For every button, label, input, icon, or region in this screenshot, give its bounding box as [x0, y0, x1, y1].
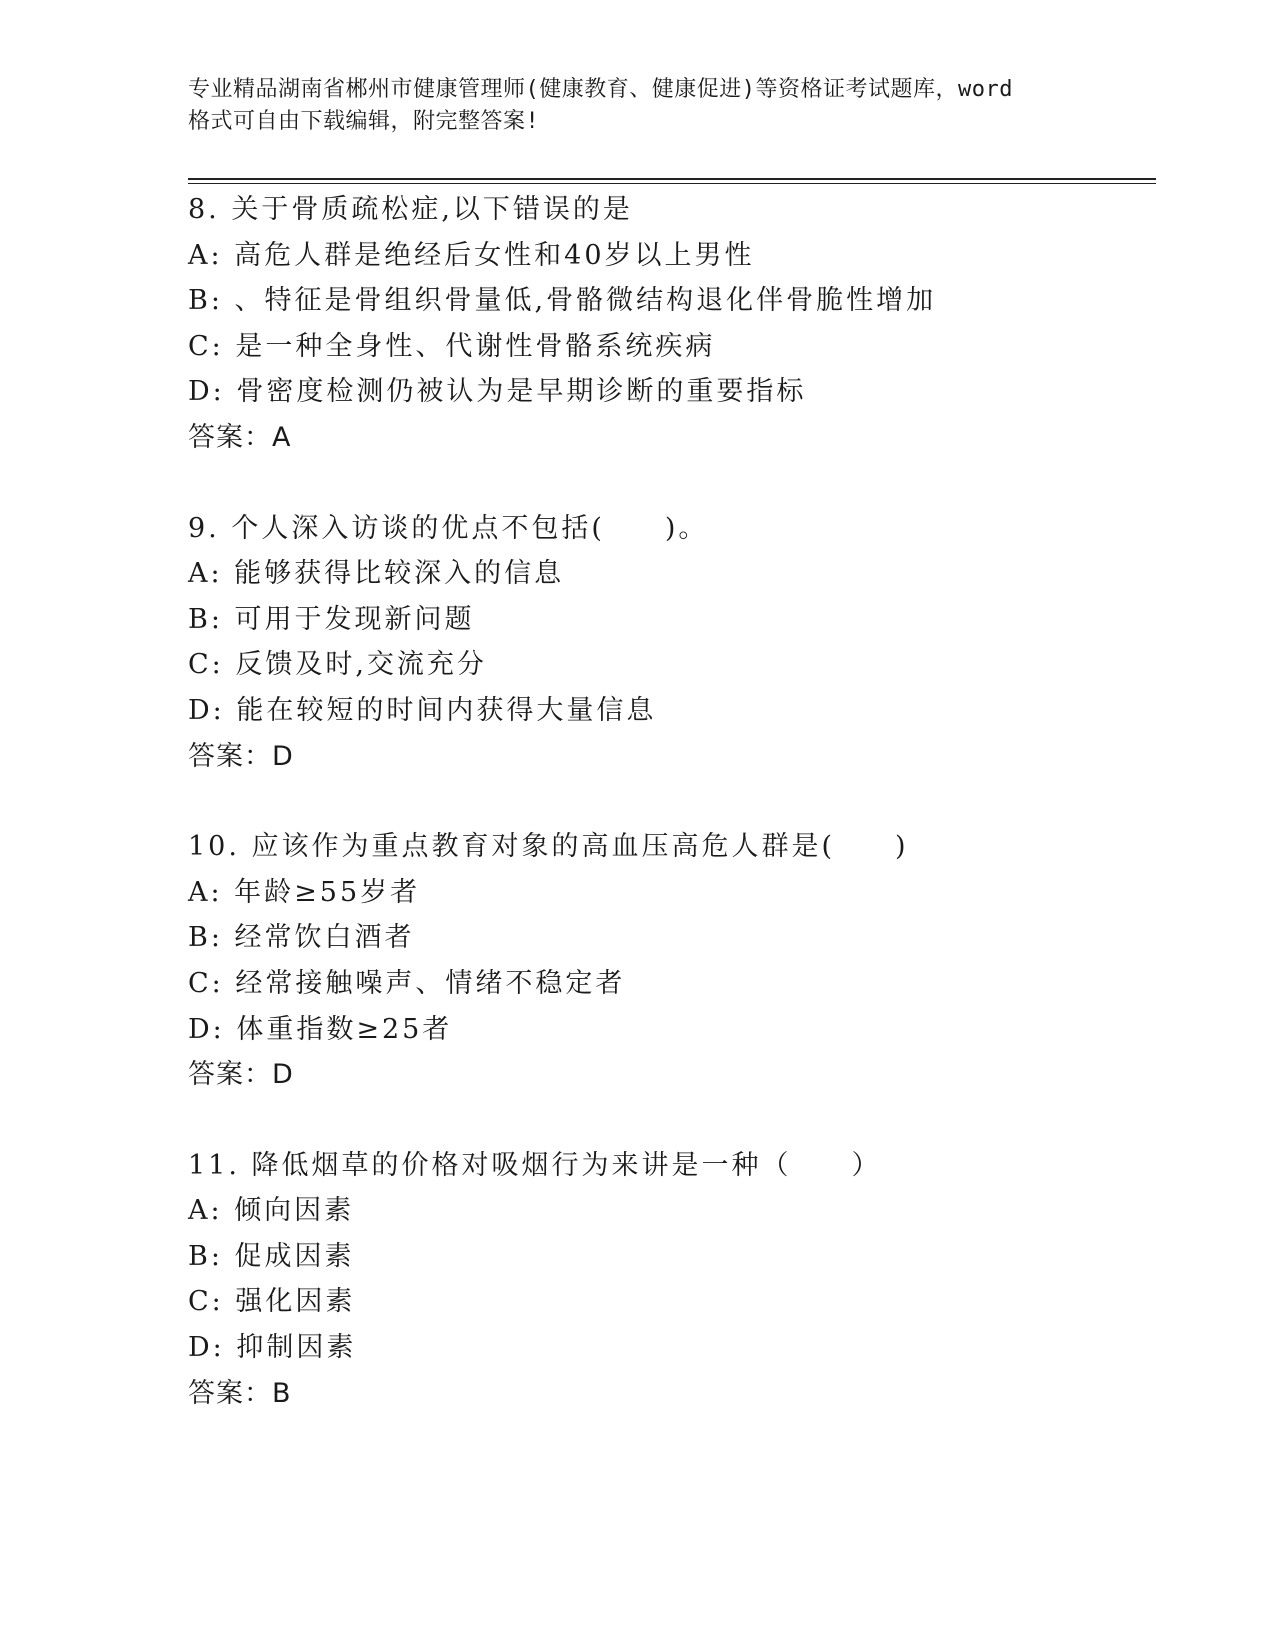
option-c: C: 是一种全身性、代谢性骨骼系统疾病 [188, 330, 716, 362]
option-d: D: 骨密度检测仍被认为是早期诊断的重要指标 [188, 376, 807, 408]
option-c: C: 经常接触噪声、情绪不稳定者 [188, 967, 626, 999]
option-d: D: 能在较短的时间内获得大量信息 [188, 694, 657, 726]
answer-line: 答案：D [188, 740, 294, 772]
header-line-2: 格式可自由下载编辑，附完整答案! [188, 109, 540, 134]
option-b: B: 可用于发现新问题 [188, 603, 475, 635]
question-stem: 11. 降低烟草的价格对吸烟行为来讲是一种（ ） [188, 1149, 882, 1181]
option-a: A: 年龄≥55岁者 [188, 876, 421, 908]
question-stem: 9. 个人深入访谈的优点不包括( )。 [188, 512, 709, 544]
option-d: D: 体重指数≥25者 [188, 1013, 453, 1045]
header-divider-thin [188, 183, 1156, 184]
answer-line: 答案：B [188, 1377, 292, 1409]
answer-line: 答案：D [188, 1059, 294, 1091]
option-c: C: 反馈及时,交流充分 [188, 649, 487, 681]
header-line-1: 专业精品湖南省郴州市健康管理师(健康教育、健康促进)等资格证考试题库，word [188, 77, 1013, 102]
option-a: A: 倾向因素 [188, 1195, 355, 1227]
question-stem: 10. 应该作为重点教育对象的高血压高危人群是( ) [188, 831, 909, 863]
option-a: A: 高危人群是绝经后女性和40岁以上男性 [188, 239, 755, 271]
document-header-note [188, 74, 1108, 138]
answer-line: 答案：A [188, 421, 292, 453]
option-b: B: 、特征是骨组织骨量低,骨骼微结构退化伴骨脆性增加 [188, 285, 937, 317]
option-a: A: 能够获得比较深入的信息 [188, 558, 565, 590]
option-b: B: 促成因素 [188, 1240, 355, 1272]
question-list [188, 187, 1156, 1461]
question-9 [188, 506, 1156, 780]
header-divider-thick [188, 178, 1156, 180]
question-11 [188, 1143, 1156, 1417]
option-b: B: 经常饮白酒者 [188, 922, 415, 954]
option-d: D: 抑制因素 [188, 1332, 357, 1364]
question-10 [188, 824, 1156, 1098]
question-stem: 8. 关于骨质疏松症,以下错误的是 [188, 194, 633, 225]
question-8 [188, 187, 1156, 461]
option-c: C: 强化因素 [188, 1286, 356, 1318]
